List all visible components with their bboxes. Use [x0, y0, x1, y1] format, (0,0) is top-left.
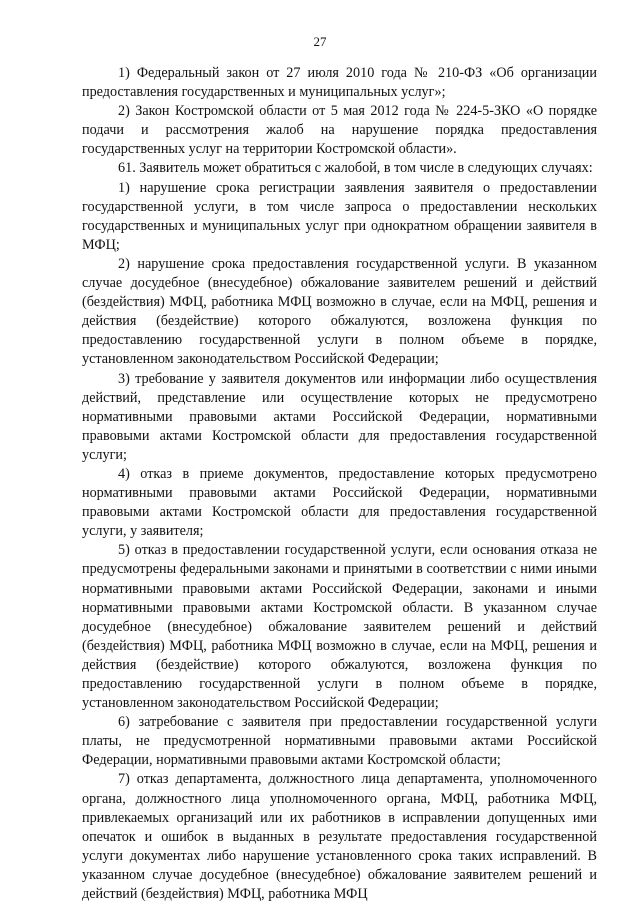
page-number: 27 — [313, 34, 327, 49]
paragraph-case-6: 6) затребование с заявителя при предоставлении государственной услуги платы, не предусмотренной нормативными правовыми актами Российской Федерации, нормативными правовыми актами Костромской области; — [82, 714, 597, 769]
paragraph-case-4: 4) отказ в приеме документов, предоставление которых предусмотрено нормативными правовыми актами Российской Федерации, нормативными правовыми актами Костромской области для предоставления государственной услуги, у заявителя; — [82, 465, 597, 540]
paragraph-law-224: 2) Закон Костромской области от 5 мая 2012 года № 224-5-ЗКО «О порядке подачи и рассмотрения жалоб на нарушение порядка предоставления государственных услуг на территории Костромской области». — [82, 103, 597, 158]
paragraph-case-1: 1) нарушение срока регистрации заявления заявителя о предоставлении государственной услуги, в том числе запроса о предоставлении нескольких государственных и муниципальных услуг при однократном обращении заявителя в МФЦ; — [82, 179, 597, 253]
paragraph-law-210: 1) Федеральный закон от 27 июля 2010 года № 210-ФЗ «Об организации предоставления государственных и муниципальных услуг»; — [82, 65, 597, 101]
paragraph-case-2: 2) нарушение срока предоставления государственной услуги. В указанном случае досудебное (внесудебное) обжалование заявителем решений и действий (бездействия) МФЦ, работника МФЦ возможно в случае, если на МФЦ, решения и действия (бездействие) которого обжалуются, возложена функция по предоставлению государственной услуги в полном объеме в порядке, установленном законодательством Российской Федерации; — [82, 255, 597, 368]
paragraph-case-7: 7) отказ департамента, должностного лица департамента, уполномоченного органа, должностного лица уполномоченного органа, МФЦ, работника МФЦ, привлекаемых организаций или их работников в исправлении допущенных ими опечаток и ошибок в выданных в результате предоставления государственной услуги документах либо нарушение установленного срока таких исправлений. В указанном случае досудебное (внесудебное) обжалование заявителем решений и действий (бездействия) МФЦ, работника МФЦ — [82, 771, 597, 903]
document-body — [82, 64, 597, 904]
paragraph-case-5: 5) отказ в предоставлении государственной услуги, если основания отказа не предусмотрены федеральными законами и принятыми в соответствии с ними иными нормативными правовыми актами Российской Федерации, законами и иными нормативными правовыми актами Костромской области. В указанном случае досудебное (внесудебное) обжалование заявителем решений и действий (бездействия) МФЦ, работника МФЦ возможно в случае, если на МФЦ, решения и действия (бездействие) которого обжалуются, возложена функция по предоставлению государственной услуги в полном объеме в порядке, установленном законодательством Российской Федерации; — [82, 542, 597, 712]
paragraph-case-3: 3) требование у заявителя документов или информации либо осуществления действий, представление или осуществление которых не предусмотрено нормативными правовыми актами Российской Федерации, нормативными правовыми актами Костромской области для предоставления государственной услуги; — [82, 370, 597, 463]
paragraph-clause-61: 61. Заявитель может обратиться с жалобой, в том числе в следующих случаях: — [118, 160, 593, 177]
